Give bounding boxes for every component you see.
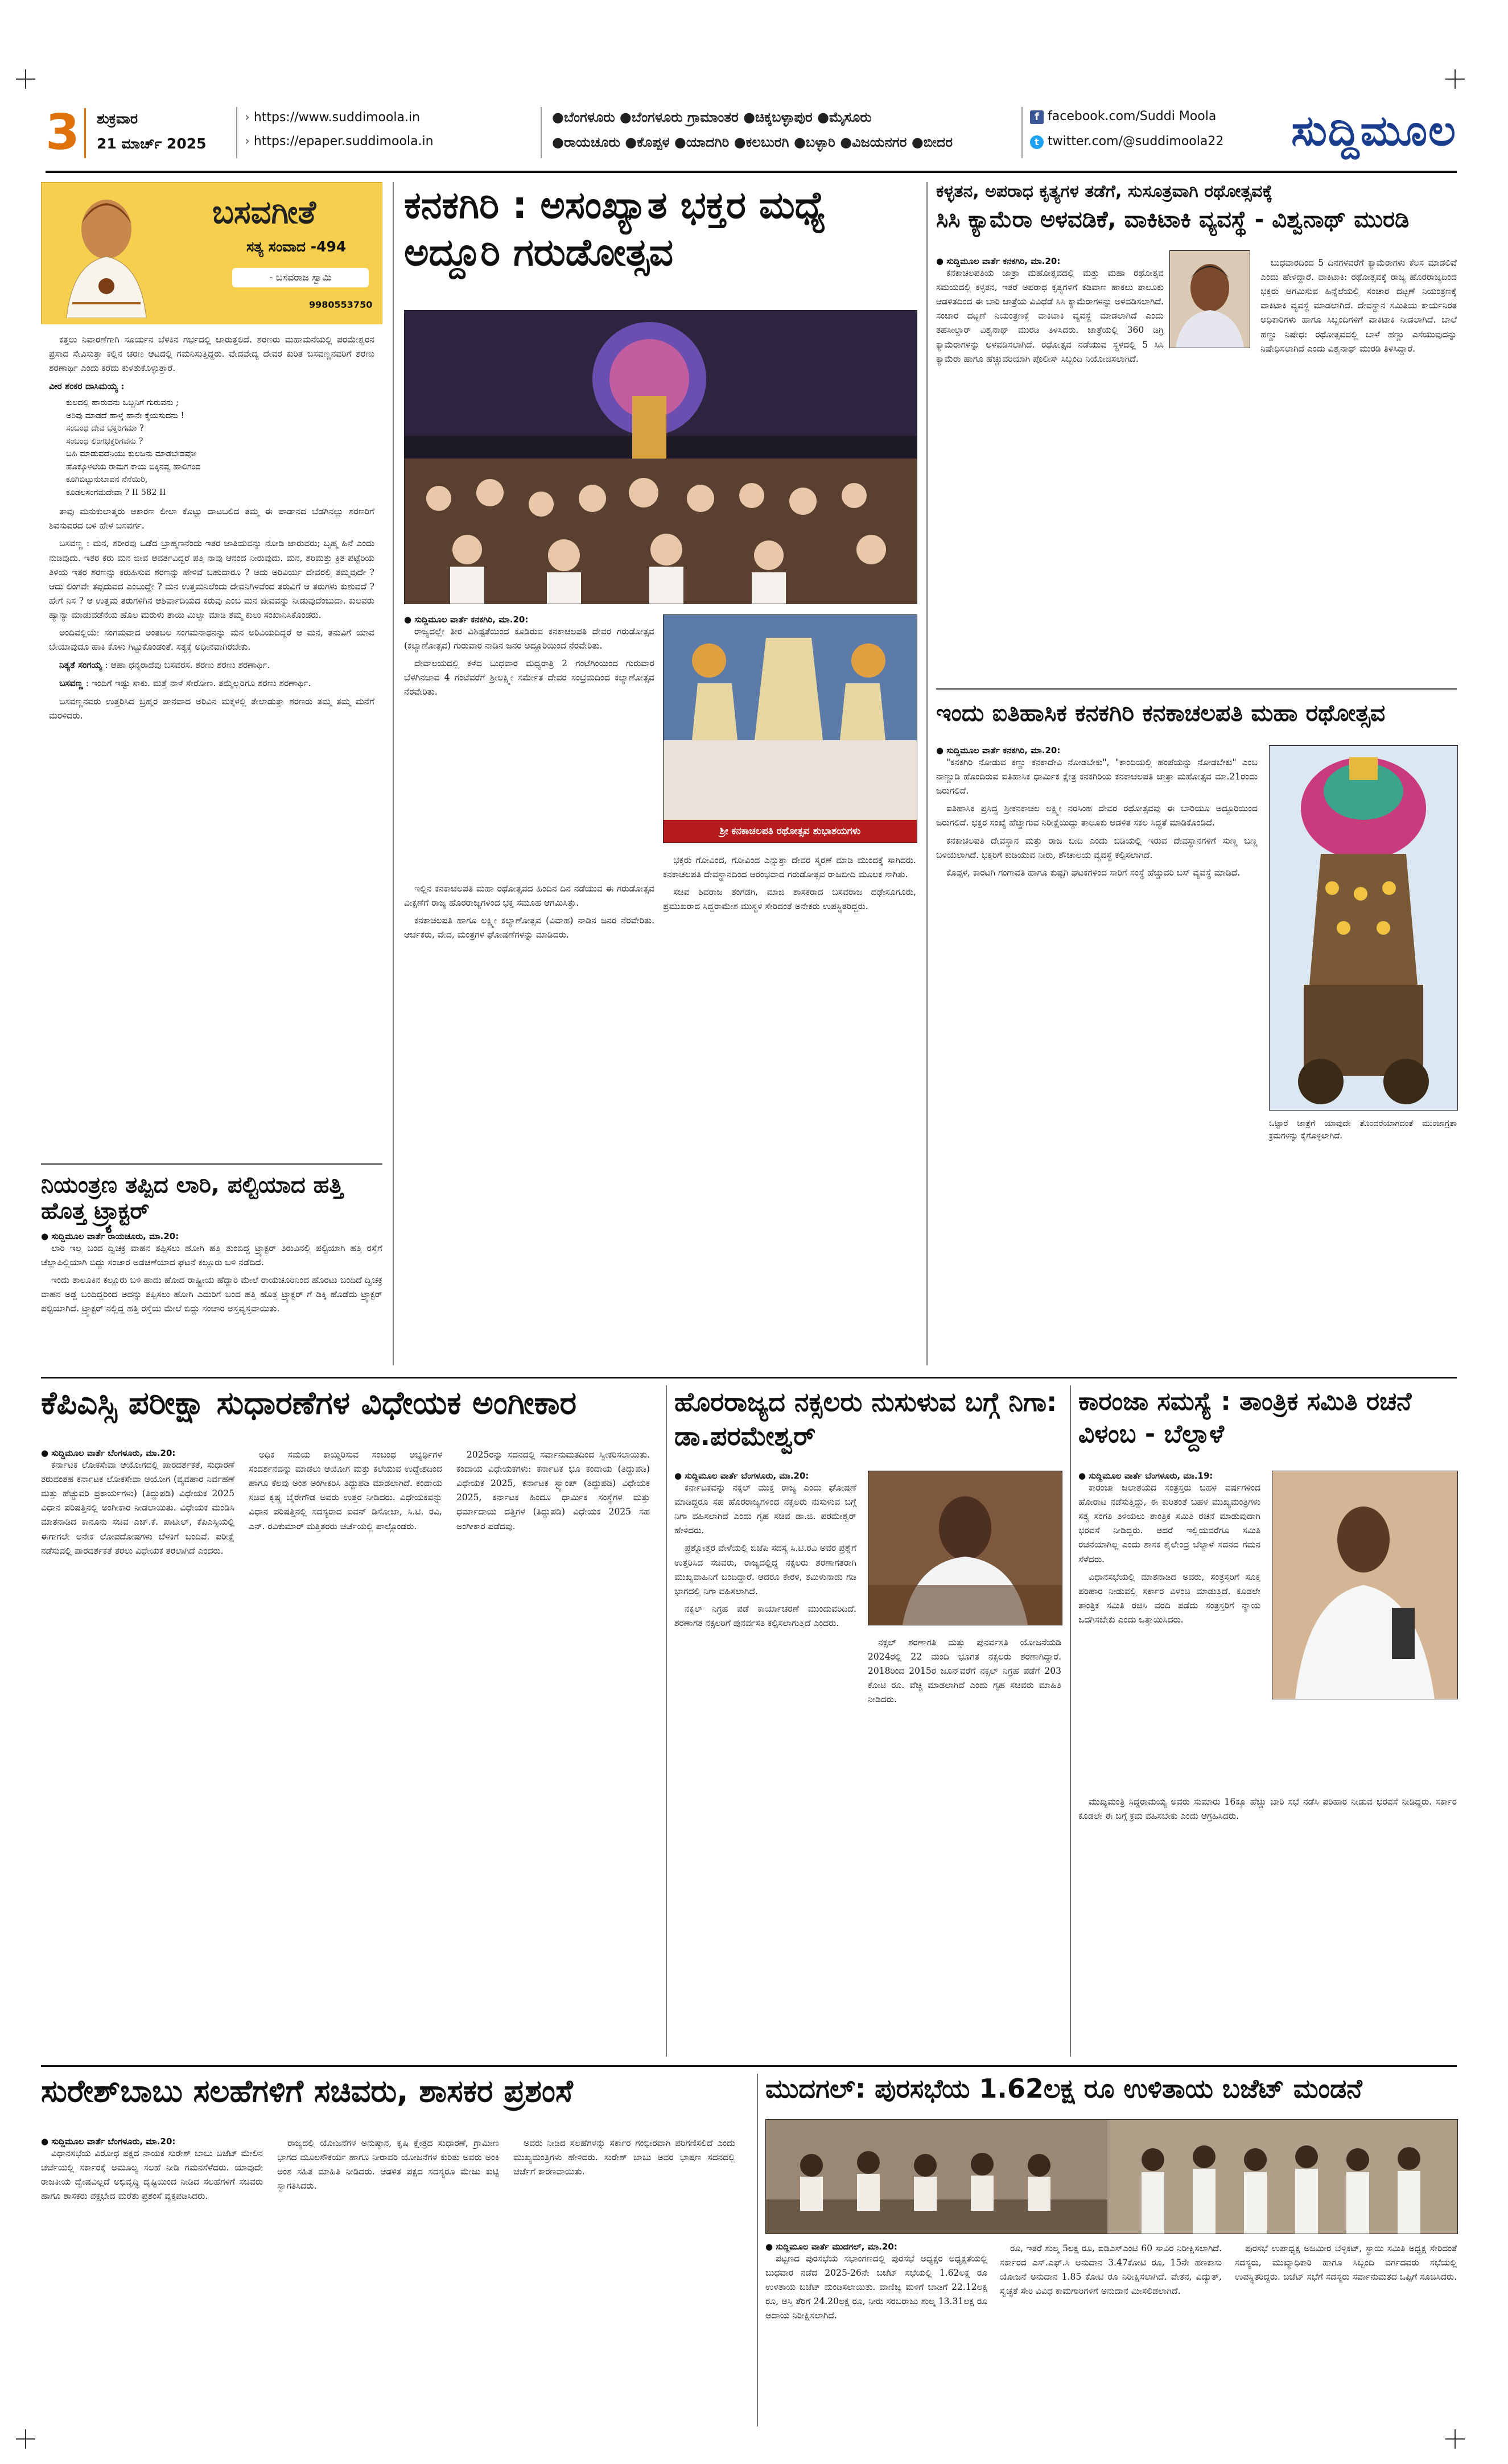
byline: ● ಸುದ್ದಿಮೂಲ ವಾರ್ತೆ ಬೆಂಗಳೂರು, ಮಾ.20: xyxy=(41,1448,176,1458)
speaker-label: ನಿತ್ಯತೆ ಸಂಗಯ್ಯ xyxy=(59,659,102,671)
mudgal-article xyxy=(765,2074,1457,2426)
temple-inset-photo xyxy=(663,614,917,843)
kpsc-headline: ಕೆಪಿಎಸ್ಸಿ ಪರೀಕ್ಷಾ ಸುಧಾರಣೆಗಳ ವಿಧೇಯಕ ಅಂಗೀಕಾರ xyxy=(41,1385,577,1422)
section-divider xyxy=(41,1377,1457,1378)
column-divider xyxy=(666,1385,667,2057)
paragraph: ಅವರು ನೀಡಿದ ಸಲಹೆಗಳನ್ನು ಸರ್ಕಾರ ಗಂಭೀರವಾಗಿ ಪರಿಗಣಿಸಲಿದೆ ಎಂದು ಮುಖ್ಯಮಂತ್ರಿಗಳು ಹೇಳಿದರು. ಸುರೇಶ್ ಬಾಬು ಅವರ ಭಾಷಣ ಸದನದಲ್ಲಿ ಚರ್ಚೆಗೆ ಕಾರಣವಾಯಿತು. xyxy=(513,2138,735,2177)
sureshbabu-article xyxy=(41,2074,749,2426)
issue-date: 21 ಮಾರ್ಚ್ 2025 xyxy=(97,135,207,152)
editions-row-1: ●ಬೆಂಗಳೂರು ●ಬೆಂಗಳೂರು ಗ್ರಾಮಾಂತರ ●ಚಿಕ್ಕಬಳ್ಳಾಪುರ ●ಮೈಸೂರು xyxy=(552,109,872,125)
twitter-link[interactable]: t twitter.com/@suddimoola22 xyxy=(1030,134,1223,149)
website-link[interactable]: › https://www.suddimoola.in xyxy=(245,110,421,125)
column-divider xyxy=(1070,1385,1071,2057)
chariot-photo xyxy=(1269,745,1458,1111)
issue-day: ಶುಕ್ರವಾರ xyxy=(97,110,138,127)
basavageethe-title: ಬಸವಗೀತೆ xyxy=(212,194,316,231)
paragraph: ಬುಧವಾರದಿಂದ 5 ದಿನಗಳವರೆಗೆ ಕ್ಯಾಮೆರಾಗಳು ಕೆಲಸ ಮಾಡಲಿವೆ ಎಂದು ಹೇಳಿದ್ದಾರೆ. ವಾಕಿಟಾಕಿ: ರಥೋತ್ಸವಕ್ಕೆ ರಾಜ್ಯ ಹೊರರಾಜ್ಯದಿಂದ ಭಕ್ತರು ಆಗಮಿಸುವ ಹಿನ್ನೆಲೆಯಲ್ಲಿ ಸಂಚಾರ ದಟ್ಟಣೆ ನಿಯಂತ್ರಣಕ್ಕೆ ವಾಕಿಟಾಕಿ ವ್ಯವಸ್ಥೆ ಮಾಡಲಾಗಿದೆ. ದೇವಸ್ಥಾನ ಸಮಿತಿಯ ಕಾರ್ಯನಿರತ ಅಧಿಕಾರಿಗಳು ಹಾಗೂ ಸಿಬ್ಬಂದಿಗಳಿಗೆ ವಾಕಿಟಾಕಿ ನೀಡಲಾಗಿದೆ. ಬಾಲೆ ಹಣ್ಣು ನಿಷೇಧ: ರಥೋತ್ಸವದಲ್ಲಿ ಬಾಳೆ ಹಣ್ಣು ಎಸೆಯುವುದನ್ನು ನಿಷೇಧಿಸಲಾಗಿದೆ ಎಂದು ವಿಶ್ವನಾಥ್ ಮುರಡಿ ತಿಳಿಸಿದ್ದಾರೆ. xyxy=(1260,258,1457,354)
mla-photo xyxy=(1272,1471,1458,1699)
divider xyxy=(936,688,1457,690)
epaper-link[interactable]: › https://epaper.suddimoola.in xyxy=(245,134,434,148)
facebook-link[interactable]: f facebook.com/Suddi Moola xyxy=(1030,109,1216,124)
paragraph: ಸಚಿವ ಶಿವರಾಜ ತಂಗಡಗಿ, ಮಾಜಿ ಶಾಸಕರಾದ ಬಸವರಾಜ ದಢೇಸೂಗೂರು, ಪ್ರಮುಖರಾದ ಸಿದ್ದರಾಮೇಶ ಮುಸ್ಥಳಿ ಸೇರಿದಂತೆ ಅನೇಕರು ಉಪಸ್ಥಿತರಿದ್ದರು. xyxy=(663,887,916,912)
cctv-kicker: ಕಳ್ಳತನ, ಅಪರಾಧ ಕೃತ್ಯಗಳ ತಡೆಗೆ, ಸುಸೂತ್ರವಾಗಿ ರಥೋತ್ಸವಕ್ಕೆ xyxy=(936,181,1273,201)
cctv-article xyxy=(936,182,1457,677)
saint-portrait xyxy=(50,189,163,318)
paragraph: ಕನಕಾಚಲಪತಿಯ ಜಾತ್ರಾ ಮಹೋತ್ಸವದಲ್ಲಿ ಮತ್ತು ಮಹಾ ರಥೋತ್ಸವ ಸಮಯದಲ್ಲಿ ಕಳ್ಳತನ, ಇತರೆ ಅಪರಾಧ ಕೃತ್ಯಗಳಿಗೆ ಕಡಿವಾಣ ಹಾಕಲು ತಾಲೂಕು ಆಡಳಿತದಿಂದ ಈ ಬಾರಿ ಜಾತ್ರೆಯ ವಿವಿಧೆಡೆ ಸಿಸಿ ಕ್ಯಾಮೆರಾಗಳನ್ನು ಅಳವಡಿಸಲಾಗಿದೆ. ಸಂಚಾರ ದಟ್ಟಣೆ ನಿಯಂತ್ರಣಕ್ಕೆ ವಾಕಿಟಾಕಿ ವ್ಯವಸ್ಥೆ ಮಾಡಲಾಗಿದೆ ಎಂದು ತಹಸೀಲ್ದಾರ್ ವಿಶ್ವನಾಥ್ ಮುರಡಿ ತಿಳಿಸಿದರು. ಜಾತ್ರೆಯಲ್ಲಿ 360 ಡಿಗ್ರಿ ಕ್ಯಾಮೆರಾಗಳನ್ನು ಅಳವಡಿಸಲಾಗಿದೆ. ರಥೋತ್ಸವ ನಡೆಯುವ ಸ್ಥಳದಲ್ಲಿ 5 ಸಿಸಿ ಕ್ಯಾಮೆರಾ ಹಾಗೂ ಹೆಚ್ಚುವರಿಯಾಗಿ ಪೊಲೀಸ್ ಸಿಬ್ಬಂದಿ ನಿಯೋಜಿಸಲಾಗಿದೆ. xyxy=(936,268,1164,364)
paragraph: : ಇಂದಿಗೆ ಇಷ್ಟು ಸಾಕು. ಮತ್ತೆ ನಾಳೆ ಸೇರೋಣ. ತಮ್ಮೆಲ್ಲರಿಗೂ ಶರಣು ಶರಣಾರ್ಥಿ. xyxy=(85,678,311,689)
verse-label: ವೀರ ಶಂಕರ ದಾಸಿಮಯ್ಯ : xyxy=(49,381,125,392)
karanja-headline: ಕಾರಂಜಾ ಸಮಸ್ಯೆ : ತಾಂತ್ರಿಕ ಸಮಿತಿ ರಚನೆ ವಿಳಂಬ - ಬೆಲ್ದಾಳೆ xyxy=(1078,1387,1412,1449)
paragraph: ಪ್ರಶ್ನೋತ್ತರ ವೇಳೆಯಲ್ಲಿ ಬಿಜೆಪಿ ಸದಸ್ಯ ಸಿ.ಟಿ.ರವಿ ಅವರ ಪ್ರಶ್ನೆಗೆ ಉತ್ತರಿಸಿದ ಸಚಿವರು, ರಾಜ್ಯದಲ್ಲಿದ್ದ ನಕ್ಸಲರು ಶರಣಾಗತರಾಗಿ ಮುಖ್ಯವಾಹಿನಿಗೆ ಬಂದಿದ್ದಾರೆ. ಆದರೂ ಕೇರಳ, ತಮಿಳುನಾಡು ಗಡಿ ಭಾಗದಲ್ಲಿ ನಿಗಾ ವಹಿಸಲಾಗಿದೆ. xyxy=(674,1543,856,1596)
author-phone: 9980553750 xyxy=(309,299,373,310)
paragraph: ಇಲ್ಲಿನ ಕನಕಾಚಲಪತಿ ಮಹಾ ರಥೋತ್ಸವದ ಹಿಂದಿನ ದಿನ ನಡೆಯುವ ಈ ಗರುಡೋತ್ಸವ ವೀಕ್ಷಣೆಗೆ ರಾಜ್ಯ ಹೊರರಾಜ್ಯಗಳಿಂದ ಭಕ್ತ ಸಮೂಹ ಆಗಮಿಸಿತ್ತು. xyxy=(404,884,654,909)
paragraph: ಭಕ್ತರು ಗೋವಿಂದ, ಗೋವಿಂದ ಎನ್ನುತ್ತಾ ದೇವರ ಸ್ಮರಣೆ ಮಾಡಿ ಮುಂದಕ್ಕೆ ಸಾಗಿದರು. ಕನಕಾಚಲಪತಿ ದೇವಸ್ಥಾನದಿಂದ ಆರಂಭವಾದ ಗರುಡೋತ್ಸವ ರಾಜಬೀದಿ ಮೂಲಕ ಸಾಗಿತು. xyxy=(663,855,916,880)
author-badge: - ಬಸವರಾಜ ಸ್ವಾಮಿ xyxy=(232,268,369,287)
tractor-headline: ನಿಯಂತ್ರಣ ತಪ್ಪಿದ ಲಾರಿ, ಪಲ್ಟಿಯಾದ ಹತ್ತಿ ಹೊತ್ತ ಟ್ರ್ಯಾಕ್ಟರ್ xyxy=(41,1172,343,1224)
kpsc-article xyxy=(41,1385,661,2057)
paragraph: ರಾಜ್ಯದಲ್ಲಿ ಯೋಜನೆಗಳ ಅನುಷ್ಠಾನ, ಕೃಷಿ ಕ್ಷೇತ್ರದ ಸುಧಾರಣೆ, ಗ್ರಾಮೀಣ ಭಾಗದ ಮೂಲಸೌಕರ್ಯ ಹಾಗೂ ನೀರಾವರಿ ಯೋಜನೆಗಳ ಕುರಿತು ಅವರು ಅಂಕಿ ಅಂಶ ಸಹಿತ ಮಾಹಿತಿ ನೀಡಿದರು. ಆಡಳಿತ ಪಕ್ಷದ ಸದಸ್ಯರೂ ಮೇಜು ಕುಟ್ಟಿ ಸ್ವಾಗತಿಸಿದರು. xyxy=(277,2138,499,2191)
official-portrait xyxy=(1169,250,1250,348)
intro-paragraph: ಕತ್ತಲು ನಿವಾರಣೆಗಾಗಿ ಸೂರ್ಯನ ಬೆಳಕಿನ ಗರ್ಭದಲ್ಲಿ ಜಾರುತ್ತಲಿದೆ. ಶರಣರು ಮಹಾಮನೆಯಲ್ಲಿ ಪರಮೇಶ್ವರನ ಪ್ರಸಾದ ಸೇವಿಸುತ್ತಾ ಕಲ್ಲಿನ ಚರಣ ಆಟದಲ್ಲಿ ಗಮನಿಸುತ್ತಿದ್ದರು. ವೇದವೇದ್ಯ ದೇವರ ಕುರಿತ ಬಸವಣ್ಣನವರಿಗೆ ಶರಣು ಶರಣಾರ್ಥಿ ಎಂದು ಕರೆದು ಕುಳಿತುಕೊಳ್ಳುತ್ತಾರೆ. xyxy=(49,335,374,374)
column-divider xyxy=(926,182,928,1365)
budget-meeting-photo xyxy=(765,2119,1458,2234)
garudotsava-headline: ಕನಕಗಿರಿ : ಅಸಂಖ್ಯಾತ ಭಕ್ತರ ಮಧ್ಯೆ ಅದ್ದೂರಿ ಗರುಡೋತ್ಸವ xyxy=(404,183,826,274)
paragraph: ಕನಕಾಚಲಪತಿ ದೇವಸ್ಥಾನ ಮತ್ತು ರಾಜ ಬೀದಿ ಎಂದು ಬಿಡಿಯಲ್ಲಿ ಇರುವ ದೇವಸ್ಥಾನಗಳಿಗೆ ಸುಣ್ಣ ಬಣ್ಣ ಬಳಿಯಲಾಗಿದೆ. ಭಕ್ತರಿಗೆ ಕುಡಿಯುವ ನೀರು, ಶೌಚಾಲಯ ವ್ಯವಸ್ಥೆ ಕಲ್ಪಿಸಲಾಗಿದೆ. xyxy=(936,835,1258,860)
twitter-icon: t xyxy=(1030,135,1044,149)
chevron-right-icon: › xyxy=(245,134,250,148)
paragraph: ದೇವಾಲಯದಲ್ಲಿ ಕಳೆದ ಬುಧವಾರ ಮಧ್ಯರಾತ್ರಿ 2 ಗಂಟೆಗಿಂಯಿಂದ ಗುರುವಾರ ಬೆಳಗಿನಜಾವ 4 ಗಂಟೆವರೆಗೆ ಶ್ರೀಲಕ್ಷ್ಮೀ ಸರ್ಮೇತ ದೇವರ ಸಂಭ್ರಮದಿಂದ ಕಲ್ಯಾಣೋತ್ಸವ ನೆರವೇರಿತು. xyxy=(404,658,654,697)
naxal-headline: ಹೊರರಾಜ್ಯದ ನಕ್ಸಲರು ನುಸುಳುವ ಬಗ್ಗೆ ನಿಗಾ: ಡಾ.ಪರಮೇಶ್ವರ್ xyxy=(674,1386,1057,1451)
column-divider xyxy=(393,182,394,1365)
crop-mark-bottom-right xyxy=(1445,2429,1465,2449)
garudotsava-article xyxy=(404,182,916,1365)
masthead xyxy=(46,102,1457,165)
rathotsava-article xyxy=(936,700,1457,1365)
paragraph: "ಕನಕಗಿರಿ ನೋಡುವ ಕಣ್ಣು ಕನಕಾದೇವಿ ನೋಡಬೇಕು", "ಕಾಂದಿಯಲ್ಲಿ ಹಂಪೆಯನ್ನು ನೋಡಬೇಕು" ಎಂಬ ನಾಣ್ಣುಡಿ ಹೊಂದಿರುವ ಐತಿಹಾಸಿಕ ಧಾರ್ಮಿಕ ಕ್ಷೇತ್ರ ಕನಕಗಿರಿಯ ಕನಕಾಚಲಪತಿ ಜಾತ್ರಾ ಮಹೋತ್ಸವ ಮಾ.21ರಂದು ಜರುಗಲಿದೆ. xyxy=(936,757,1258,796)
naxal-article xyxy=(674,1385,1061,2057)
masthead-rule xyxy=(46,171,1457,173)
paragraph: ಬಸವಣ್ಣ : ಮನ, ಶರೀರವು ಒಡೆದ ಬ್ರಾಹ್ಮಣನೆಂದು ಇತರ ಜಾತಿಯವನ್ನು ನೋಡಿ ಜಾರುವರು; ಬೃಹ್ಮ ಹಿನೆ ಎಂದು ನುಡಿವುದು. ಇತರ ಕರು ಮನ ಜೀವ ಆವರ್ತವಿದ್ದರೆ ಪತ್ತಿ ನಾವು ಆನಂದ ನೀರುವುದು. ಮನ, ಶರಿಮತ್ತು ಕ್ರಿತ ಪಟ್ಟೆರಿಯ ತಿಳಿಯ ಇತರ ಶರಣನ್ನು ಕರುಹಿಸುವ ಶರಣನ್ನು ಹೇಳಿವೆ ಬಹುದಾರೂ ? ಆದು ಅರಿವಿರ್ಯ ದೇವರಲ್ಲಿ ತಮ್ಮವುದೇ ? ಆದು ಲಿಂಗವೇ ತಪ್ಪದುವದ ಎಂಬುದ್ದೇ ? ಮನ ಉತ್ತಮನಿಲೆಂದು ದೇವನಿಗಿಳವೆಂದ ತರುವಿಗೆ ಆ ತರುಗಳು ಕುಶುವದೆ ? ಹೇಗೆ ನಿಸ ? ಆ ಉತ್ತಮ ತರುಗಳಿಗಿನ ಆಶಿರ್ವಾದಿಯದ ಕರುವು ಎಂಬ ಮನ ಜೀವವನ್ನು ನೀಡುವುದೆಂಬುದಾ. ಕುಲವರು ಹ್ಯಾನ್ಯಾ ಮಾಡುವಡೆನೆಯ ಹೊಲ ಮರುಳು ತಾಯಿ ಮಿಲ್ವಾ ಮಾಡಿ ತಮ್ಮ ಕುಲು ಸಂಖಾನಿಸಿಕೊಂಡರು. xyxy=(49,538,374,620)
rathotsava-headline: ಇಂದು ಐತಿಹಾಸಿಕ ಕನಕಗಿರಿ ಕನಕಾಚಲಪತಿ ಮಹಾ ರಥೋತ್ಸವ xyxy=(936,699,1386,727)
byline: ● ಸುದ್ದಿಮೂಲ ವಾರ್ತೆ ಮುದಗಲ್, ಮಾ.20: xyxy=(765,2242,897,2252)
basavageethe-box xyxy=(41,182,382,1144)
byline: ● ಸುದ್ದಿಮೂಲ ವಾರ್ತೆ ಕನಕಗಿರಿ, ಮಾ.20: xyxy=(404,614,529,625)
paragraph: ಐತಿಹಾಸಿಕ ಪ್ರಸಿದ್ಧ ಶ್ರೀಕನಕಾಚಲ ಲಕ್ಷ್ಮೀ ನರಸಿಂಹ ದೇವರ ರಥೋತ್ಸವವು ಈ ಬಾರಿಯೂ ಅದ್ದೂರಿಯಿಂದ ಜರುಗಲಿದೆ. ಭಕ್ತರ ಸಂಖ್ಯೆ ಹೆಚ್ಚಾಗುವ ನಿರೀಕ್ಷೆಯಿದ್ದು ತಾಲೂಕು ಆಡಳಿತ ಸಕಲ ಸಿದ್ಧತೆ ಮಾಡಿಕೊಂಡಿದೆ. xyxy=(936,803,1258,828)
section-divider xyxy=(41,2065,1457,2067)
inset-caption: ಶ್ರೀ ಕನಕಾಚಲಪತಿ ರಥೋತ್ಸವ ಶುಭಾಶಯಗಳು xyxy=(664,820,917,843)
newspaper-logo: ಸುದ್ದಿಮೂಲ xyxy=(1291,106,1457,155)
column-divider xyxy=(757,2074,758,2426)
basavageethe-header xyxy=(41,182,382,324)
mudgal-headline: ಮುದಗಲ್: ಪುರಸಭೆಯ 1.62ಲಕ್ಷ ರೂ ಉಳಿತಾಯ ಬಜೆಟ್ ಮಂಡನೆ xyxy=(765,2073,1362,2104)
paragraph: ಅಂದಿವಲ್ಲಿಯೇ ಸಂಗಮವಾದ ಅಂತಬಲ ಸಂಗಮನಾಥನನ್ನು ಮನ ಅರಿವಿಯದಿದ್ದರೆ ಆ ಮನ, ತನುವಿಗೆ ಯಾವ ಬೇಯಾವುದೂ ಹಾಕಿ ಕೊಳು ಗಿಟ್ಟುಕೊಂಡಂತೆ. ಸತ್ಯಕ್ಕೆ ಅಧೀನವಾಗಿರಬೇಕು. xyxy=(49,628,374,653)
crop-mark-bottom-left xyxy=(16,2429,35,2449)
minister-photo xyxy=(868,1471,1062,1625)
verse-block: ಕುಲದಲ್ಲಿ ಹಾರುವನು ಒಬ್ಬನಿಗೆ ಗುರುವನು ; ಅರಿವು ಮಾಡದೆ ಹಾಳ್ಕೆ ಹಾನೇ ಕೈಯಸುದನು ! ಸಂಬಂಧ ದೇವ ಭಕ್ತರಿಗಮಾ ? ಸಂಬಂಧ ಲಿಂಗಭಕ್ತರಿಗವನು ? ಬಹಿ ಮಾಡುವದೆನಿಯು ಕುಲಜನು ಮಾಡಬೇಡವೋ ಹೊಕ್ಕೊಳಲೆಯ ರಾಮಗ ಕಾಯ ಬಿಕ್ಕಿನವ್ವ ಹಾಲಿಗಂದ ಕೂಗಿಬಿಟ್ಟುನುಬಾವನ ನೆನೆಯಿರಿ, ಕೂಡಲಸಂಗಮದೇವಾ ? II 582 II xyxy=(66,398,201,497)
paragraph: ಇಂದು ತಾಲೂಕಿನ ಕಲ್ಲೂರು ಬಳಿ ಹಾದು ಹೋದ ರಾಷ್ಟ್ರೀಯ ಹೆದ್ದಾರಿ ಮೇಲೆ ರಾಯಚೂರಿನಿಂದ ಹೊರಟು ಬಂದಿದೆ ದ್ವಿಚಕ್ರ ವಾಹನ ಅಡ್ಡ ಬಂದಿದ್ದರಿಂದ ಅದನ್ನು ತಪ್ಪಿಸಲು ಹೋಗಿ ಎದುರಿಗೆ ಬಂದ ಹತ್ತಿ ಹೊತ್ತ ಟ್ರ್ಯಾಕ್ಟರ್ ಗೆ ಡಿಕ್ಕಿ ಹೊಡೆದು ಟ್ರ್ಯಾಕ್ಟರ್ ಪಲ್ಟಿಯಾಗಿದೆ. ಟ್ರ್ಯಾಕ್ಟರ್ ನಲ್ಲಿದ್ದ ಹತ್ತಿ ರಸ್ತೆಯ ಮೇಲೆ ಬಿದ್ದು ಸಂಚಾರ ಅಸ್ತವ್ಯಸ್ತವಾಯಿತು. xyxy=(41,1275,382,1314)
chariot-caption: ಒಟ್ಟಾರೆ ಜಾತ್ರೆಗೆ ಯಾವುದೇ ತೊಂದರೆಯಾಗದಂತೆ ಮುಂಜಾಗ್ರತಾ ಕ್ರಮಗಳನ್ನು ಕೈಗೊಳ್ಳಲಾಗಿದೆ. xyxy=(1269,1119,1457,1141)
cctv-headline: ಸಿಸಿ ಕ್ಯಾಮೆರಾ ಅಳವಡಿಕೆ, ವಾಕಿಟಾಕಿ ವ್ಯವಸ್ಥೆ - ವಿಶ್ವನಾಥ್ ಮುರಡಿ xyxy=(936,206,1410,233)
editions-row-2: ●ರಾಯಚೂರು ●ಕೊಪ್ಪಳ ●ಯಾದಗಿರಿ ●ಕಲಬುರಗಿ ●ಬಳ್ಳಾರಿ ●ವಿಜಯನಗರ ●ಬೀದರ xyxy=(552,134,953,150)
basavageethe-subtitle: ಸತ್ಯ ಸಂವಾದ -494 xyxy=(246,238,347,255)
paragraph: ರೂ, ಇತರೆ ಶುಲ್ಕ 5ಲಕ್ಷ ರೂ, ಐಡಿಎಸ್‌ಎಂಟಿ 60 ಸಾವಿರ ನಿರೀಕ್ಷಿಸಲಾಗಿದೆ. ಸರ್ಕಾರದ ಎಸ್.ಎಫ್.ಸಿ ಅನುದಾನ 3.47ಕೋಟಿ ರೂ, 15ನೇ ಹಣಕಾಸು ಯೋಜನೆ ಅನುದಾನ 1.85 ಕೋಟಿ ರೂ ನಿರೀಕ್ಷಿಸಲಾಗಿದೆ. ವೇತನ, ವಿದ್ಯುತ್, ಸ್ವಚ್ಛತೆ ಸೇರಿ ವಿವಿಧ ಕಾಮಗಾರಿಗಳಿಗೆ ಅನುದಾನ ಮೀಸಲಿಡಲಾಗಿದೆ. xyxy=(1000,2243,1222,2297)
paragraph: ಪುರಸಭೆ ಉಪಾಧ್ಯಕ್ಷ ಅಜಮೀರ ಬೆಳ್ಳಿಕಟ್, ಸ್ಥಾಯಿ ಸಮಿತಿ ಅಧ್ಯಕ್ಷ ಸೇರಿದಂತೆ ಸದಸ್ಯರು, ಮುಖ್ಯಾಧಿಕಾರಿ ಹಾಗೂ ಸಿಬ್ಬಂದಿ ವರ್ಗದವರು ಸಭೆಯಲ್ಲಿ ಉಪಸ್ಥಿತರಿದ್ದರು. ಬಜೆಟ್ ಸಭೆಗೆ ಸದಸ್ಯರು ಸರ್ವಾನುಮತದ ಒಪ್ಪಿಗೆ ಸೂಚಿಸಿದರು. xyxy=(1235,2243,1457,2283)
byline: ● ಸುದ್ದಿಮೂಲ ವಾರ್ತೆ ಬೆಂಗಳೂರು, ಮಾ.19: xyxy=(1078,1471,1213,1481)
sureshbabu-headline: ಸುರೇಶ್‌ಬಾಬು ಸಲಹೆಗಳಿಗೆ ಸಚಿವರು, ಶಾಸಕರ ಪ್ರಶಂಸೆ xyxy=(41,2073,573,2109)
paragraph: ಲಾರಿ ಇಲ್ಲ ಬಂದ ದ್ವಿಚಕ್ರ ವಾಹನ ತಪ್ಪಿಸಲು ಹೋಗಿ ಹತ್ತಿ ತುಂಬಿದ್ದ ಟ್ರ್ಯಾಕ್ಟರ್ ತಿರುವಿನಲ್ಲಿ ಪಲ್ಟಿಯಾಗಿ ಹತ್ತಿ ರಸ್ತೆಗೆ ಚೆಲ್ಲಾಪಿಲ್ಲಿಯಾಗಿ ಬಿದ್ದು ಸಂಚಾರ ಅಡಚಣೆಯಾದ ಘಟನೆ ಕಲ್ಲೂರು ಬಳಿ ನಡೆದಿದೆ. xyxy=(41,1243,382,1268)
paragraph: ಕನಕಾಚಲಪತಿ ಹಾಗೂ ಲಕ್ಷ್ಮೀ ಕಲ್ಯಾಣೋತ್ಸವ (ವಿವಾಹ) ನಾಡಿನ ಜನರ ನೆರವೇರಿತು. ಆರ್ಚಕರು, ವೇದ, ಮಂತ್ರಗಳ ಘೋಷಣೆಗಳನ್ನು ಮಾಡಿದರು. xyxy=(404,915,654,940)
tractor-article xyxy=(41,1172,382,1343)
facebook-icon: f xyxy=(1030,110,1044,124)
paragraph: ಕಾರಂಜಾ ಜಲಾಶಯದ ಸಂತ್ರಸ್ತರು ಬಹಳ ವರ್ಷಗಳಿಂದ ಹೋರಾಟ ನಡೆಸುತ್ತಿದ್ದು, ಈ ಕುರಿತಂತೆ ಬಹಳ ಮುಖ್ಯಮಂತ್ರಿಗಳು ಸತ್ಯ ಸಂಗತಿ ತಿಳಿಯಲು ತಾಂತ್ರಿಕ ಸಮಿತಿ ರಚನೆ ಮಾಡುವುದಾಗಿ ಭರವಸೆ ನೀಡಿದ್ದರು. ಆದರೆ ಇಲ್ಲಿಯವರೆಗೂ ಸಮಿತಿ ರಚನೆಯಾಗಿಲ್ಲ ಎಂದು ಶಾಸಕ ಶೈಲೇಂದ್ರ ಬೆಲ್ದಾಳೆ ಸದನದ ಗಮನ ಸೆಳೆದರು. xyxy=(1078,1483,1260,1565)
paragraph: ಕೊಪ್ಪಳ, ಕಾರಟಗಿ ಗಂಗಾವತಿ ಹಾಗೂ ಕುಷ್ಟಗಿ ಘಟಕಗಳಿಂದ ಸಾರಿಗೆ ಸಂಸ್ಥೆ ಹೆಚ್ಚುವರಿ ಬಸ್ ವ್ಯವಸ್ಥೆ ಮಾಡಿದೆ. xyxy=(946,867,1241,878)
paragraph: 2025ರನ್ನು ಸದನದಲ್ಲಿ ಸರ್ವಾನುಮತದಿಂದ ಸ್ವೀಕರಿಸಲಾಯಿತು. ಕಂದಾಯ ವಿಧೇಯಕಗಳು: ಕರ್ನಾಟಕ ಭೂ ಕಂದಾಯ (ತಿದ್ದುಪಡಿ) ವಿಧೇಯಕ 2025, ಕರ್ನಾಟಕ ಸ್ಟ್ಯಾಂಪ್ (ತಿದ್ದುಪಡಿ) ವಿಧೇಯಕ 2025, ಕರ್ನಾಟಕ ಹಿಂದೂ ಧಾರ್ಮಿಕ ಸಂಸ್ಥೆಗಳ ಮತ್ತು ಧರ್ಮಾದಾಯ ದತ್ತಿಗಳ (ತಿದ್ದುಪಡಿ) ವಿಧೇಯಕ 2025 ಸಹ ಅಂಗೀಕಾರ ಪಡೆದವು. xyxy=(456,1450,650,1532)
karanja-article xyxy=(1078,1385,1457,2057)
paragraph: ನಕ್ಸಲ್ ನಿಗ್ರಹ ಪಡೆ ಕಾರ್ಯಾಚರಣೆ ಮುಂದುವರಿದಿದೆ. ಶರಣಾಗತ ನಕ್ಸಲರಿಗೆ ಪುನರ್ವಸತಿ ಕಲ್ಪಿಸಲಾಗುತ್ತಿದೆ ಎಂದರು. xyxy=(674,1603,856,1628)
byline: ● ಸುದ್ದಿಮೂಲ ವಾರ್ತೆ ಬೆಂಗಳೂರು, ಮಾ.20: xyxy=(674,1471,809,1481)
paragraph: ಮುಖ್ಯಮಂತ್ರಿ ಸಿದ್ದರಾಮಯ್ಯ ಅವರು ಸುಮಾರು 16ಕ್ಕೂ ಹೆಚ್ಚು ಬಾರಿ ಸಭೆ ನಡೆಸಿ ಪರಿಹಾರ ನೀಡುವ ಭರವಸೆ ನೀಡಿದ್ದರು. ಸರ್ಕಾರ ಕೂಡಲೇ ಈ ಬಗ್ಗೆ ಕ್ರಮ ವಹಿಸಬೇಕು ಎಂದು ಆಗ್ರಹಿಸಿದರು. xyxy=(1078,1797,1457,1822)
chevron-right-icon: › xyxy=(245,110,250,125)
byline: ● ಸುದ್ದಿಮೂಲ ವಾರ್ತೆ ಕನಕಗಿರಿ, ಮಾ.20: xyxy=(936,745,1061,756)
paragraph: ಕರ್ನಾಟಕ ಲೋಕಸೇವಾ ಆಯೋಗದಲ್ಲಿ ಪಾರದರ್ಶಕತೆ, ಸುಧಾರಣೆ ತರುವಂತಹ ಕರ್ನಾಟಕ ಲೋಕಸೇವಾ ಆಯೋಗ (ವ್ಯವಹಾರ ನಿರ್ವಹಣೆ ಮತ್ತು ಹೆಚ್ಚುವರಿ ಪ್ರಕಾರ್ಯಗಳು) (ತಿದ್ದುಪಡಿ) ವಿಧೇಯಕ 2025 ವಿಧಾನ ಪರಿಷತ್ತಿನಲ್ಲಿ ಅಂಗೀಕಾರ ನೀಡಲಾಯಿತು. ವಿಧೇಯಕ ಮಂಡಿಸಿ ಮಾತನಾಡಿದ ಕಾನೂನು ಸಚಿವ ಎಚ್.ಕೆ. ಪಾಟೀಲ್, ಕೆಪಿಎಸ್ಸಿಯಲ್ಲಿ ಈಗಾಗಲೇ ಅನೇಕ ಲೋಪದೋಷಗಳು ಬೆಳಕಿಗೆ ಬಂದಿವೆ. ಪರೀಕ್ಷೆ ನಡೆಸುವಲ್ಲಿ ಪಾರದರ್ಶಕತೆ ತರಲು ವಿಧೇಯಕ ತರಲಾಗಿದೆ ಎಂದರು. xyxy=(41,1460,234,1556)
paragraph: ಪಟ್ಟಣದ ಪುರಸಭೆಯ ಸಭಾಂಗಣದಲ್ಲಿ ಪುರಸಭೆ ಅಧ್ಯಕ್ಷರ ಅಧ್ಯಕ್ಷತೆಯಲ್ಲಿ ಬುಧವಾರ ನಡೆದ 2025-26ನೇ ಬಜೆಟ್ ಸಭೆಯಲ್ಲಿ 1.62ಲಕ್ಷ ರೂ ಉಳಿತಾಯ ಬಜೆಟ್ ಮಂಡಿಸಲಾಯಿತು. ವಾಣಿಜ್ಯ ಮಳಿಗೆ ಬಾಡಿಗೆ 22.12ಲಕ್ಷ ರೂ, ಆಸ್ತಿ ತೆರಿಗೆ 24.20ಲಕ್ಷ ರೂ, ನೀರು ಸರಬರಾಜು ಶುಲ್ಕ 13.31ಲಕ್ಷ ರೂ ಆದಾಯ ನಿರೀಕ್ಷಿಸಲಾಗಿದೆ. xyxy=(765,2253,987,2321)
divider xyxy=(41,1163,382,1165)
page-number: 3 xyxy=(46,104,80,161)
garudotsava-photo xyxy=(404,310,917,604)
paragraph: ರಾಜ್ಯದಲ್ಲೇ ತೀರ ವಿಶಿಷ್ಟತೆಯಿಂದ ಕೂಡಿರುವ ಕನಕಾಚಲಪತಿ ದೇವರ ಗರುಡೋತ್ಸವ (ಕಲ್ಯಾಣೋತ್ಸವ) ಗುರುವಾರ ನಾಡಿನ ಜನರ ಅದ್ದೂರಿಯಿಂದ ನೆರವೇರಿತು. xyxy=(404,626,654,651)
speaker-label: ಬಸವಣ್ಣ xyxy=(59,678,83,689)
paragraph: ಕರ್ನಾಟಕವನ್ನು ನಕ್ಸಲ್ ಮುಕ್ತ ರಾಜ್ಯ ಎಂದು ಘೋಷಣೆ ಮಾಡಿದ್ದರೂ ಸಹ ಹೊರರಾಜ್ಯಗಳಿಂದ ನಕ್ಸಲರು ನುಸುಳುವ ಬಗ್ಗೆ ನಿಗಾ ವಹಿಸಲಾಗಿದೆ ಎಂದು ಗೃಹ ಸಚಿವ ಡಾ.ಜಿ. ಪರಮೇಶ್ವರ್ ಹೇಳಿದರು. xyxy=(674,1483,856,1536)
paragraph: : ಆಹಾ ಧನ್ಯರಾದೆವು ಬಸವರಸ. ಶರಣು ಶರಣು ಶರಣಾರ್ಥಿ. xyxy=(105,660,270,671)
byline: ● ಸುದ್ದಿಮೂಲ ವಾರ್ತೆ ಕನಕಗಿರಿ, ಮಾ.20: xyxy=(936,256,1061,266)
paragraph: ಬಸವಣ್ಣನವರು ಉತ್ತರಿಸಿದ ಬ್ರಹ್ಮರ ಪಾನವಾದ ಅರಿವಿನ ಮಕ್ಕಳಲ್ಲಿ ತೇಲಾಡುತ್ತಾ ಶರಣರು ತಮ್ಮ ತಮ್ಮ ಮನೆಗೆ ಮರಳಿದರು. xyxy=(49,696,374,721)
crop-mark-top-left xyxy=(16,69,35,89)
paragraph: ತಾವು ಮನುಕುಲಾತ್ಮರು ಆಕಾರಣ ಲೀಲಾ ಕೊಟ್ಟು ದಾಟಬಲಿದ ತಮ್ಮ ಈ ಪಾಡಾನದ ಬೆಡಗಿನಲ್ಲು ಶರಣರಿಗೆ ಶಿವಸುವರದ ಬಳಿ ಹೇಳ ಬಸವರ್ಗ. xyxy=(49,506,374,531)
byline: ● ಸುದ್ದಿಮೂಲ ವಾರ್ತೆ ರಾಯಚೂರು, ಮಾ.20: xyxy=(41,1231,179,1241)
paragraph: ನಕ್ಸಲ್ ಶರಣಾಗತಿ ಮತ್ತು ಪುನರ್ವಸತಿ ಯೋಜನೆಯಡಿ 2024ರಲ್ಲಿ 22 ಮಂದಿ ಭೂಗತ ನಕ್ಸಲರು ಶರಣಾಗಿದ್ದಾರೆ. 2018ರಿಂದ 2015ರ ಜೂನ್‌ವರೆಗೆ ನಕ್ಸಲ್ ನಿಗ್ರಹ ಪಡೆಗೆ 203 ಕೋಟಿ ರೂ. ವೆಚ್ಚ ಮಾಡಲಾಗಿದೆ ಎಂದು ಗೃಹ ಸಚಿವರು ಮಾಹಿತಿ ನೀಡಿದರು. xyxy=(868,1637,1061,1705)
paragraph: ವಿಧಾನಸಭೆಯಲ್ಲಿ ಮಾತನಾಡಿದ ಅವರು, ಸಂತ್ರಸ್ತರಿಗೆ ಸೂಕ್ತ ಪರಿಹಾರ ನೀಡುವಲ್ಲಿ ಸರ್ಕಾರ ವಿಳಂಬ ಮಾಡುತ್ತಿದೆ. ಕೂಡಲೇ ತಾಂತ್ರಿಕ ಸಮಿತಿ ರಚಿಸಿ ವರದಿ ಪಡೆದು ಸಂತ್ರಸ್ತರಿಗೆ ನ್ಯಾಯ ಒದಗಿಸಬೇಕು ಎಂದು ಒತ್ತಾಯಿಸಿದರು. xyxy=(1078,1571,1260,1625)
byline: ● ಸುದ್ದಿಮೂಲ ವಾರ್ತೆ ಬೆಂಗಳೂರು, ಮಾ.20: xyxy=(41,2136,176,2147)
paragraph: ವಿಧಾನಸಭೆಯ ವಿರೋಧ ಪಕ್ಷದ ನಾಯಕ ಸುರೇಶ್ ಬಾಬು ಬಜೆಟ್ ಮೇಲಿನ ಚರ್ಚೆಯಲ್ಲಿ ಸರ್ಕಾರಕ್ಕೆ ಅಮೂಲ್ಯ ಸಲಹೆ ನೀಡಿ ಗಮನಸೆಳೆದರು. ಯಾವುದೇ ರಾಜಕೀಯ ದ್ವೇಷವಿಲ್ಲದೆ ಅಭಿವೃದ್ಧಿ ದೃಷ್ಟಿಯಿಂದ ನೀಡಿದ ಸಲಹೆಗಳಿಗೆ ಸಚಿವರು ಹಾಗೂ ಶಾಸಕರು ಪಕ್ಷಭೇದ ಮರೆತು ಪ್ರಶಂಸೆ ವ್ಯಕ್ತಪಡಿಸಿದರು. xyxy=(41,2148,263,2202)
crop-mark-top-right xyxy=(1445,69,1465,89)
paragraph: ಅಧಿಕ ಸಮಯ ಕಾಯ್ದಿರಿಸುವ ಸಂಬಂಧ ಅಭ್ಯರ್ಥಿಗಳ ಸಂದರ್ಶನವನ್ನು ಮಾಡಲು ಆಯೋಗ ಮತ್ತು ಕಲೆಯುವ ಉದ್ದೇಶದಿಂದ ಹಾಗೂ ಕೆಲವು ಅಂಶ ಅಂಗೀಕರಿಸಿ ತಿದ್ದುಪಡಿ ಮಾಡಲಾಗಿದೆ. ಕಂದಾಯ ಸಚಿವ ಕೃಷ್ಣ ಬೈರೇಗೌಡ ಅವರು ಉತ್ತರ ನೀಡಿದರು. ವಿಧೇಯಕವನ್ನು ವಿಧಾನ ಪರಿಷತ್ತಿನಲ್ಲಿ ಸದಸ್ಯರಾದ ಐವನ್ ಡಿಸೋಜಾ, ಸಿ.ಟಿ. ರವಿ, ಎನ್. ರವಿಕುಮಾರ್ ಮತ್ತಿತರರು ಚರ್ಚೆಯಲ್ಲಿ ಪಾಲ್ಗೊಂಡರು. xyxy=(249,1450,442,1532)
